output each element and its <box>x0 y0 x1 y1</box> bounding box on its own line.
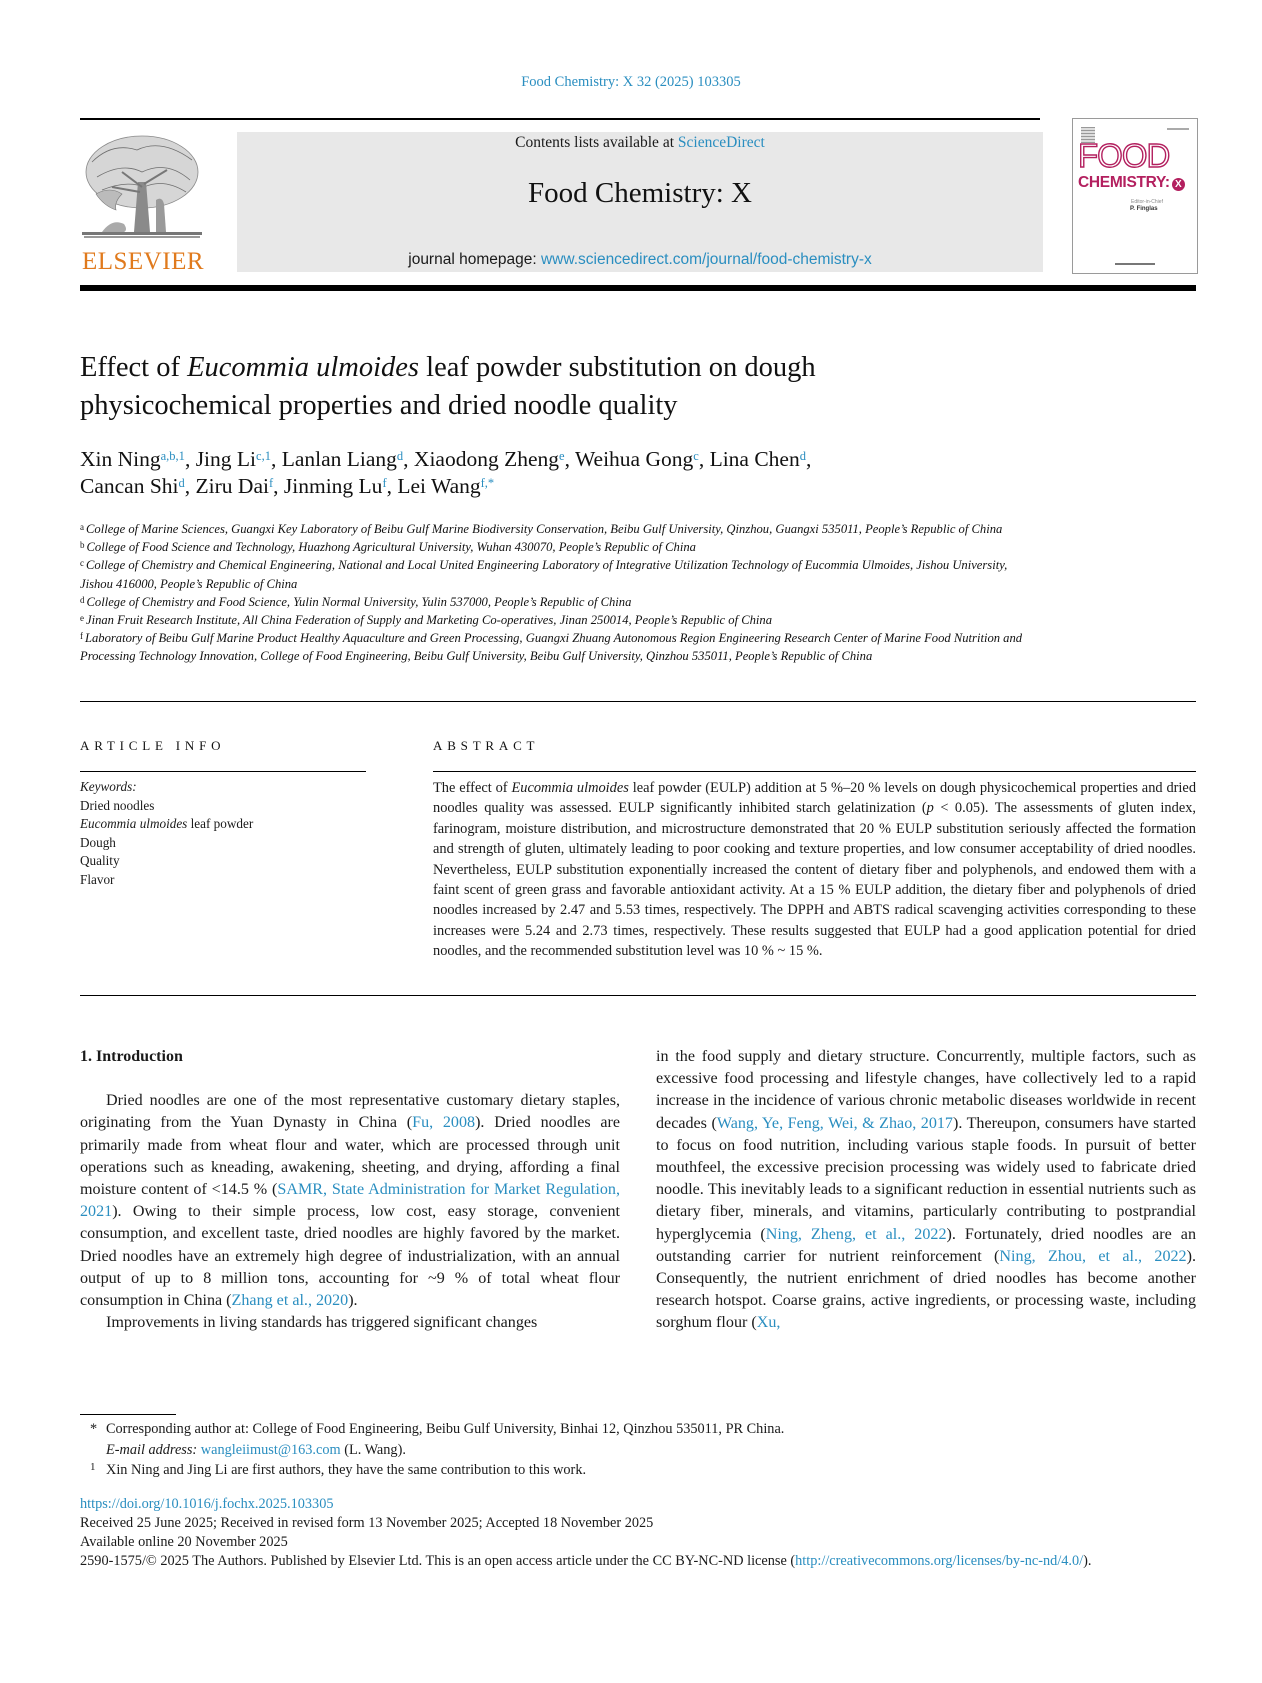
email-link[interactable]: wangleiimust@163.com <box>200 1441 341 1458</box>
doi-link[interactable]: https://doi.org/10.1016/j.fochx.2025.103305 <box>80 1496 334 1512</box>
available-online: Available online 20 November 2025 <box>80 1534 288 1550</box>
article-title <box>80 349 980 425</box>
citation-link[interactable]: Wang, Ye, Feng, Wei, & Zhao, 2017 <box>716 1114 953 1132</box>
journal-banner <box>237 132 1043 272</box>
affiliation-sup[interactable]: f <box>382 476 387 490</box>
cover-title-food: FOOD <box>1078 137 1170 174</box>
cover-editor-name: P. Finglas <box>1130 206 1158 212</box>
email-label: E-mail address: <box>106 1441 198 1458</box>
affiliation-sup[interactable]: c <box>693 449 699 463</box>
affiliation-sup[interactable]: d <box>396 449 404 463</box>
footnote-divider <box>80 1414 176 1415</box>
keywords-block <box>80 778 380 889</box>
author[interactable]: Lanlan Liang$^d$ <box>281 447 404 471</box>
sciencedirect-link[interactable]: ScienceDirect <box>677 134 765 151</box>
body-paragraph: in the food supply and dietary structure. Concurrently, multiple factors, such as excessive food processing and lifestyle changes, have collectively led to a rapid increase in the incidence of various chronic metabolic diseases worldwide in recent decades (Wang, Ye, Feng, Wei, & Zhao, 2017). Thereupon, consumers have started to focus on food nutrition, including various staple foods. In pursuit of better mouthfeel, the excessive precision processing was widely used to fabricate dried noodle. This inevitably leads to a significant reduction in essential nutrients such as dietary fiber, minerals, and vitamins, particularly contributing to postprandial hyperglycemia (Ning, Zheng, et al., 2022). Fortunately, dried noodles are an outstanding carrier for nutrient reinforcement (Ning, Zhou, et al., 2022). Consequently, the nutrient enrichment of dried noodles has become another research hotspot. Coarse grains, active ingredients, or processing waste, including sorghum flour (Xu, <box>656 1048 1197 1332</box>
publication-meta <box>80 1495 1196 1571</box>
keyword-item: Dough <box>80 834 116 850</box>
journal-cover-thumbnail[interactable] <box>1072 118 1198 274</box>
citation-link[interactable]: Ning, Zheng, et al., 2022 <box>765 1225 947 1243</box>
top-divider <box>80 118 1040 120</box>
affiliation-sup[interactable]: f,* <box>480 476 495 490</box>
contents-prefix: Contents lists available at <box>515 134 678 151</box>
cover-chemistry-text: CHEMISTRY: <box>1078 174 1170 191</box>
affiliation-item: $^c$ College of Chemistry and Chemical Engineering, National and Local United Engineering Laboratory of Integrative Utilization Technology of Eucommia Ulmoides, Jishou University, Jishou 416000, People’s Republic of China <box>80 558 1008 591</box>
author[interactable]: Jinming Lu$^f$ <box>283 474 387 498</box>
body-column-right <box>656 1046 1196 1335</box>
cover-title-chemistry <box>1078 174 1185 192</box>
elsevier-tree-icon <box>82 132 202 244</box>
license-link[interactable]: http://creativecommons.org/licenses/by-nc-nd/4.0/ <box>795 1553 1084 1569</box>
keywords-label: Keywords: <box>80 779 137 794</box>
affiliation-sup[interactable]: c,1 <box>256 449 271 463</box>
body-column-left <box>80 1046 620 1334</box>
cover-publisher-mark <box>1115 263 1155 265</box>
article-info-rule <box>80 771 366 772</box>
affiliation-item: $^d$ College of Chemistry and Food Science, Yulin Normal University, Yulin 537000, People’s Republic of China <box>80 594 632 609</box>
section-heading-introduction: 1. Introduction <box>80 1048 183 1065</box>
keyword-item: Flavor <box>80 871 115 887</box>
author[interactable]: Xin Ning$^{a,b,1}$ <box>80 447 185 471</box>
affiliation-divider <box>80 701 1196 702</box>
body-paragraph: Improvements in living standards has triggered significant changes <box>106 1314 538 1332</box>
homepage-prefix: journal homepage: <box>408 251 541 268</box>
author[interactable]: Weihua Gong$^c$ <box>574 447 699 471</box>
journal-homepage-link[interactable]: www.sciencedirect.com/journal/food-chemistry-x <box>540 251 872 268</box>
footnote-corresponding: * Corresponding author at: College of Food Engineering, Beibu Gulf University, Binhai 12, Qinzhou 535011, PR China. <box>80 1419 1080 1440</box>
affiliation-item: $^a$ College of Marine Sciences, Guangxi Key Laboratory of Beibu Gulf Marine Biodiversity Conservation, Beibu Gulf University, Qinzhou, Guangxi 535011, People’s Republic of China <box>80 522 1003 536</box>
affiliation-item: $^f$ Laboratory of Beibu Gulf Marine Product Healthy Aquaculture and Green Processing, Guangxi Zhuang Autonomous Region Engineering Research Center of Marine Food Nutrition and Processing Technology Innovation, College of Food Engineering, Beibu Gulf University, Beibu Gulf University, Qinzhou 535011, People’s Republic of China <box>80 631 1023 664</box>
cover-issn-mark <box>1167 128 1189 130</box>
citation-link[interactable]: Zhang et al., 2020 <box>231 1292 349 1310</box>
affiliation-sup[interactable]: a,b,1 <box>160 449 185 463</box>
affiliation-item: $^b$ College of Food Science and Technology, Huazhong Agricultural University, Wuhan 430070, People’s Republic of China <box>80 540 696 555</box>
abstract-rule <box>433 771 1196 772</box>
keyword-item: Dried noodles <box>80 797 155 813</box>
citation-link[interactable]: Ning, Zhou, et al., 2022 <box>999 1247 1187 1265</box>
running-head-citation[interactable]: Food Chemistry: X 32 (2025) 103305 <box>521 74 741 90</box>
author[interactable]: Cancan Shi$^d$ <box>80 474 185 498</box>
author-list: Xin Ning$^{a,b,1}$, Jing Li$^{c,1}$, Lanlan Liang$^d$, Xiaodong Zheng$^e$, Weihua Gong$^c$, Lina Chen$^d$, Cancan Shi$^d$, Ziru Dai$^f$, Jinming Lu$^f$, Lei Wang$^{f,*}$ <box>80 447 812 498</box>
citation-link[interactable]: Fu, 2008 <box>412 1114 476 1132</box>
affiliation-item: $^e$ Jinan Fruit Research Institute, All China Federation of Supply and Marketing Co-operatives, Jinan 250014, People’s Republic of China <box>80 613 773 628</box>
elsevier-wordmark: ELSEVIER <box>81 248 205 275</box>
contents-line <box>237 134 1043 152</box>
citation-link[interactable]: SAMR, State Administration for Market Regulation, 2021 <box>80 1181 620 1221</box>
footnote-asterisk: * <box>90 1421 98 1437</box>
abstract-text: The effect of Eucommia ulmoides leaf powder (EULP) addition at 5 %–20 % levels on dough physicochemical properties and dried noodles quality was assessed. EULP significantly inhibited starch gelatinization (p < 0.05). The assessments of gluten index, farinogram, moisture distribution, and microstructure demonstrated that 20 % EULP substitution seriously affected the formation and strength of gluten, ultimately leading to poor cooking and texture properties, and low consumer acceptability of dried noodles. Nevertheless, EULP substitution exponentially increased the content of dietary fiber and polyphenols, and endowed them with a faint scent of green grass and favorable antioxidant activity. At a 15 % EULP addition, the dietary fiber and polyphenols of dried noodles increased by 2.47 and 5.53 times, respectively. The DPPH and ABTS radical scavenging activities corresponding to these increases were 5.24 and 2.73 times, respectively. These results suggested that EULP had a good application potential for dried noodles, and the recommended substitution level was 10 % ~ 15 %. <box>433 780 1197 960</box>
journal-title: Food Chemistry: X <box>528 177 752 209</box>
footnote-first-author: 1 Xin Ning and Jing Li are first authors, they have the same contribution to this work. <box>80 1460 1080 1481</box>
title-text-2: leaf powder substitution on dough physicochemical properties and dried noodle quality <box>80 352 816 421</box>
affiliation-sup[interactable]: e <box>559 449 565 463</box>
homepage-line <box>237 251 1043 269</box>
cover-x-badge: X <box>1172 178 1185 191</box>
license-statement: 2590-1575/© 2025 The Authors. Published by Elsevier Ltd. This is an open access article under the CC BY-NC-ND license (http://creativecommons.org/licenses/by-nc-nd/4.0/). <box>80 1553 1092 1569</box>
affiliation-list <box>80 520 1040 666</box>
keyword-item: Eucommia ulmoides leaf powder <box>80 816 254 831</box>
body-paragraph: Dried noodles are one of the most representative customary dietary staples, originating from the Yuan Dynasty in China (Fu, 2008). Dried noodles are primarily made from wheat flour and water, which are processed through unit operations such as kneading, awakening, sheeting, and drying, affording a final moisture content of <14.5 % (SAMR, State Administration for Market Regulation, 2021). Owing to their simple process, low cost, easy storage, convenient consumption, and excellent taste, dried noodles are highly favored by the market. Dried noodles have an extremely high degree of industrialization, with an annual output of up to 8 million tons, accounting for ~9 % of total wheat flour consumption in China (Zhang et al., 2020). <box>80 1092 621 1310</box>
author[interactable]: Jing Li$^{c,1}$ <box>195 447 271 471</box>
abstract-heading: ABSTRACT <box>433 738 540 753</box>
author[interactable]: Lina Chen$^d$ <box>709 447 806 471</box>
citation-link[interactable]: Xu, <box>756 1314 781 1332</box>
title-text-1: Effect of <box>80 352 188 383</box>
affiliation-sup[interactable]: d <box>178 476 185 490</box>
received-dates: Received 25 June 2025; Received in revised form 13 November 2025; Accepted 18 November 2025 <box>80 1515 654 1531</box>
footnote-number: 1 <box>90 1461 96 1473</box>
author[interactable]: Xiaodong Zheng$^e$ <box>413 447 565 471</box>
affiliation-sup[interactable]: f <box>268 476 274 490</box>
abstract-bottom-divider <box>80 995 1196 996</box>
author[interactable]: Lei Wang$^{f,*}$ <box>397 474 495 498</box>
article-info-heading: ARTICLE INFO <box>80 738 226 753</box>
elsevier-logo[interactable] <box>78 132 208 280</box>
title-species-italic: Eucommia ulmoides <box>187 352 420 383</box>
cover-editor-label: Editor-in-Chief <box>1131 199 1163 205</box>
footnotes <box>80 1419 1080 1481</box>
keyword-item: Quality <box>80 853 120 868</box>
footnote-email: E-mail address: wangleiimust@163.com (L. Wang). <box>106 1441 406 1458</box>
author[interactable]: Ziru Dai$^f$ <box>195 474 274 498</box>
header-thick-divider <box>80 285 1196 291</box>
affiliation-sup[interactable]: d <box>799 449 806 463</box>
